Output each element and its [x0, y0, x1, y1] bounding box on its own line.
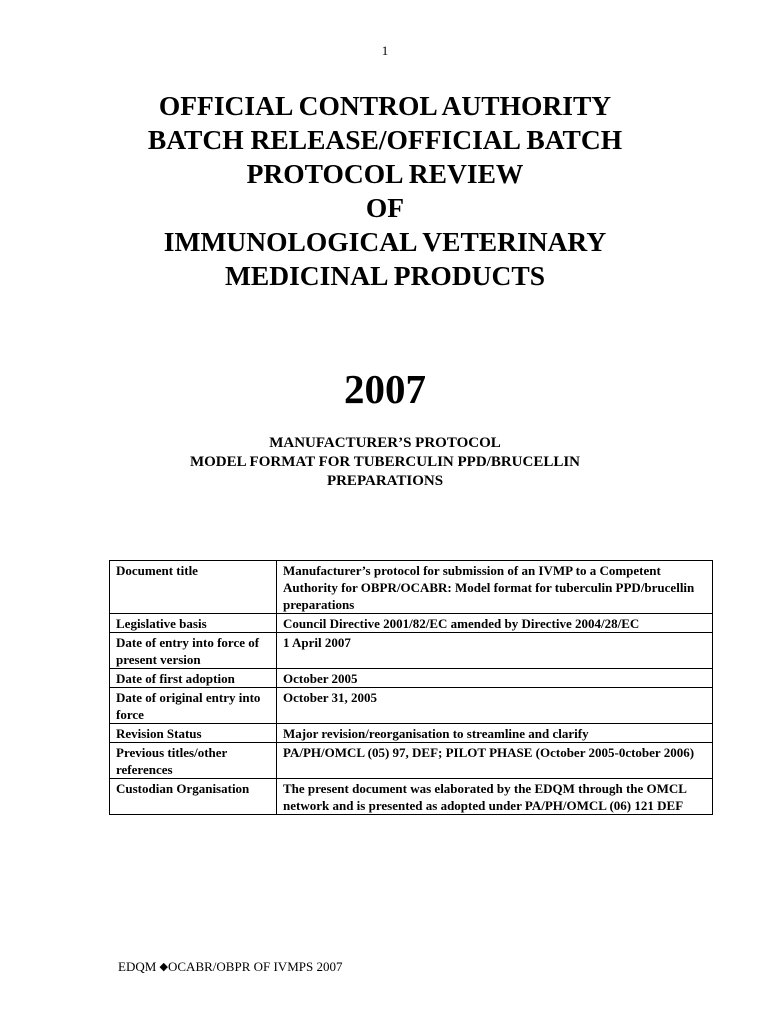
table-row	[110, 633, 713, 669]
table-row	[110, 614, 713, 633]
row-value: 1 April 2007	[277, 633, 713, 669]
row-label: Date of original entry into force	[110, 688, 277, 724]
row-value: October 2005	[277, 669, 713, 688]
row-value: Manufacturer’s protocol for submission of an IVMP to a Competent Authority for OBPR/OCABR: Model format for tuberculin PPD/brucellin preparations	[277, 561, 713, 614]
diamond-icon: ◆	[159, 961, 168, 973]
subtitle-line: MODEL FORMAT FOR TUBERCULIN PPD/BRUCELLIN	[189, 454, 581, 470]
row-value: Major revision/reorganisation to streamline and clarify	[277, 724, 713, 743]
table-row	[110, 688, 713, 724]
footer-right-text: OCABR/OBPR OF IVMPS 2007	[168, 959, 343, 974]
title-line: OF	[365, 192, 405, 223]
title-line: MEDICINAL PRODUCTS	[224, 260, 546, 291]
table-row	[110, 669, 713, 688]
row-label: Date of first adoption	[110, 669, 277, 688]
row-label: Custodian Organisation	[110, 779, 277, 815]
row-label: Date of entry into force of present version	[110, 633, 277, 669]
row-label: Document title	[110, 561, 277, 614]
row-value: The present document was elaborated by the EDQM through the OMCL network and is presented as adopted under PA/PH/OMCL (06) 121 DEF	[277, 779, 713, 815]
title-line: PROTOCOL REVIEW	[246, 158, 524, 189]
table-row	[110, 561, 713, 614]
subtitle-line: MANUFACTURER’S PROTOCOL	[269, 435, 501, 451]
document-info-table	[109, 560, 713, 815]
page-footer	[118, 959, 342, 975]
document-subtitle	[0, 434, 770, 491]
table-row	[110, 743, 713, 779]
title-line: OFFICIAL CONTROL AUTHORITY	[158, 90, 612, 121]
row-value: Council Directive 2001/82/EC amended by Directive 2004/28/EC	[277, 614, 713, 633]
table-row	[110, 779, 713, 815]
title-line: IMMUNOLOGICAL VETERINARY	[163, 226, 607, 257]
document-main-title	[0, 89, 770, 293]
row-value: PA/PH/OMCL (05) 97, DEF; PILOT PHASE (October 2005-0ctober 2006)	[277, 743, 713, 779]
row-label: Revision Status	[110, 724, 277, 743]
title-line: BATCH RELEASE/OFFICIAL BATCH	[147, 124, 623, 155]
row-value: October 31, 2005	[277, 688, 713, 724]
document-year: 2007	[344, 366, 426, 412]
footer-left-text: EDQM	[118, 959, 157, 974]
row-label: Legislative basis	[110, 614, 277, 633]
table-row	[110, 724, 713, 743]
subtitle-line: PREPARATIONS	[326, 473, 444, 489]
row-label: Previous titles/other references	[110, 743, 277, 779]
page-number: 1	[381, 43, 389, 58]
